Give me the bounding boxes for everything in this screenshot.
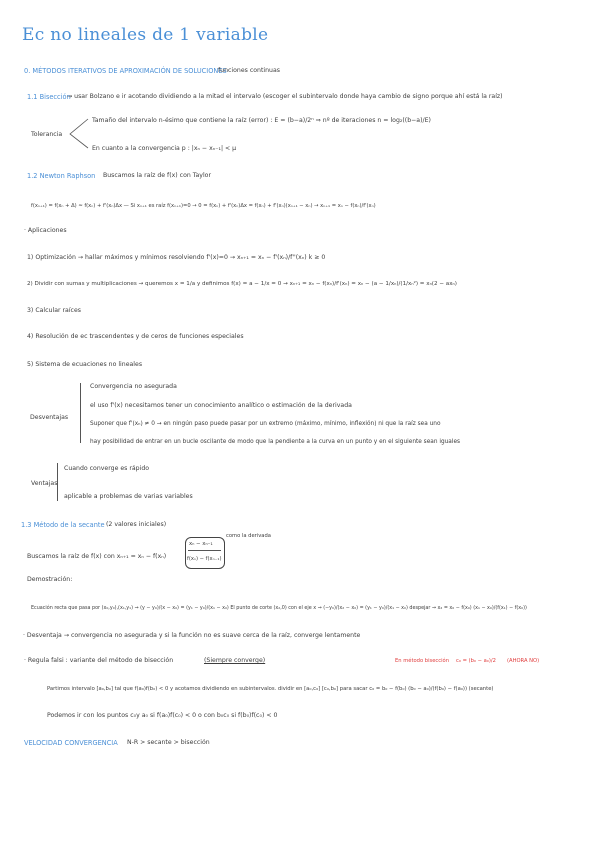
- advantage-1: Cuando converge es rápido: [64, 465, 150, 472]
- section-bisection-heading: 1.1 Bisección: [27, 93, 71, 101]
- application-4: 4) Resolución de ec trascendentes y de ceros de funciones especiales: [27, 333, 244, 340]
- velocity-ranking: N-R > secante > bisección: [127, 739, 210, 746]
- advantages-label: Ventajas: [31, 480, 58, 487]
- advantage-2: aplicable a problemas de varias variables: [64, 493, 193, 500]
- disadvantage-1: Convergencia no asegurada: [90, 383, 177, 390]
- disadvantage-4: hay posibilidad de entrar en un bucle oscilante de modo que la pendiente a la curva en un punto y en el siguiente sean iguales: [90, 439, 461, 445]
- bisection-reminder-formula: c₀ = (b₀ − a₀)/2: [456, 658, 496, 664]
- application-3: 3) Calcular raíces: [27, 307, 81, 314]
- disadvantage-3: Suponer que f'(xₙ) ≠ 0 → en ningún paso puede pasar por un extremo (máximo, mínimo, inflexión) ni que la raíz sea uno: [90, 421, 441, 427]
- regula-falsi-heading: · Regula falsi : variante del método de bisección: [24, 657, 174, 664]
- secant-fraction-denominator: f(xₙ) − f(xₙ₋₁): [187, 556, 222, 562]
- secant-disadvantage: · Desventaja → convergencia no asegurada y si la función no es suave cerca de la raíz, converge lentamente: [23, 632, 361, 639]
- application-1: 1) Optimización → hallar máximos y mínimos resolviendo f'(x)=0 → xₙ₊₁ = xₙ − f'(xₙ)/f''(xₙ) k ≥ 0: [27, 254, 326, 261]
- application-5: 5) Sistema de ecuaciones no lineales: [27, 361, 143, 368]
- section-0-heading: 0. MÉTODOS ITERATIVOS DE APROXIMACIÓN DE SOLUCIONES: [24, 67, 227, 75]
- newton-formula: f(xₙ₊₁) = f(xₙ + Δ) ≃ f(xₙ) + f'(xₙ)Δx — Si xₙ₊₁ es raíz f(xₙ₊₁)=0 → 0 = f(xₙ) + f'(xₙ)Δx = f(xₙ) + f'(xₙ)(xₙ₊₁ − xₙ) → xₙ₊₁ = xₙ − f(xₙ)/f'(xₙ): [31, 203, 376, 209]
- regula-falsi-line-1: Partimos intervalo [a₀,b₀] tal que f(a₀)f(b₀) < 0 y acotamos dividiendo en subintervalos. dividir en [a₀,c₀] [c₀,b₀] para sacar c₀ = b₀ − f(b₀) (b₀ − a₀)/(f(b₀) − f(a₀)) (secante): [47, 686, 494, 692]
- bisection-reminder: En método bisección: [395, 658, 450, 664]
- applications-heading: · Aplicaciones: [24, 227, 67, 234]
- tolerance-line-2: En cuanto a la convergencia p : |xₙ − xₙ₋₁| < μ: [92, 145, 237, 152]
- section-secant-heading: 1.3 Método de la secante: [21, 521, 105, 529]
- secant-intro: Buscamos la raíz de f(x) con xₙ₊₁ = xₙ − f(xₙ): [27, 553, 167, 560]
- application-2: 2) Dividir con sumas y multiplicaciones → queremos x = 1/a y definimos f(x) = a − 1/x = 0 → xₙ₊₁ = xₙ − f(xₙ)/f'(xₙ) = xₙ − (a − 1/xₙ)/(1/xₙ²) = xₙ(2 − axₙ): [27, 281, 457, 287]
- secant-fraction-note: como la derivada: [226, 533, 271, 539]
- bisection-description: → usar Bolzano e ir acotando dividiendo a la mitad el intervalo (escoger el subintervalo donde haya cambio de signo porque ahí está la raíz): [67, 93, 503, 100]
- demonstration-body: Ecuación recta que pasa por (x₀,y₀),(x₁,y₁) → (y − y₀)/(x − x₀) = (y₁ − y₀)/(x₁ − x₀) El punto de corte (x₂,0) con el eje x → (−y₀)/(x₂ − x₀) = (y₁ − y₀)/(x₁ − x₀) despejar → x₂ = x₀ − f(x₀) (x₁ − x₀)/(f(x₁) − f(x₀)): [31, 605, 527, 611]
- secant-fraction-numerator: xₙ − xₙ₋₁: [189, 541, 213, 547]
- advantages-brace: [57, 463, 58, 501]
- section-0-note: funciones continuas: [218, 67, 280, 74]
- tolerance-label: Tolerancia: [31, 131, 63, 138]
- demonstration-label: Demostración:: [27, 576, 73, 583]
- disadvantages-label: Desventajas: [30, 414, 69, 421]
- bisection-reminder-tail: (AHORA NO): [507, 658, 540, 664]
- disadvantages-brace: [80, 383, 81, 443]
- velocity-heading: VELOCIDAD CONVERGENCIA: [24, 739, 118, 747]
- secant-note: (2 valores iniciales): [106, 521, 167, 528]
- page-title: Ec no lineales de 1 variable: [22, 25, 269, 45]
- regula-falsi-line-2: Podemos ir con los puntos c₀y a₀ si f(a₀)f(c₀) < 0 o con b₀c₀ si f(b₀)f(c₀) < 0: [47, 712, 278, 719]
- section-newton-heading: 1.2 Newton Raphson: [27, 172, 96, 180]
- regula-falsi-tag: (Siempre converge): [204, 657, 266, 664]
- tolerance-line-1: Tamaño del intervalo n-ésimo que contiene la raíz (error) : E = (b−a)/2ⁿ ⇒ nº de iteraciones n = log₂((b−a)/E): [92, 117, 431, 124]
- disadvantage-2: el uso f'(x) necesitamos tener un conocimiento analítico o estimación de la derivada: [90, 402, 352, 409]
- secant-fraction-bar: [188, 550, 221, 551]
- newton-intro: Buscamos la raíz de f(x) con Taylor: [103, 172, 212, 179]
